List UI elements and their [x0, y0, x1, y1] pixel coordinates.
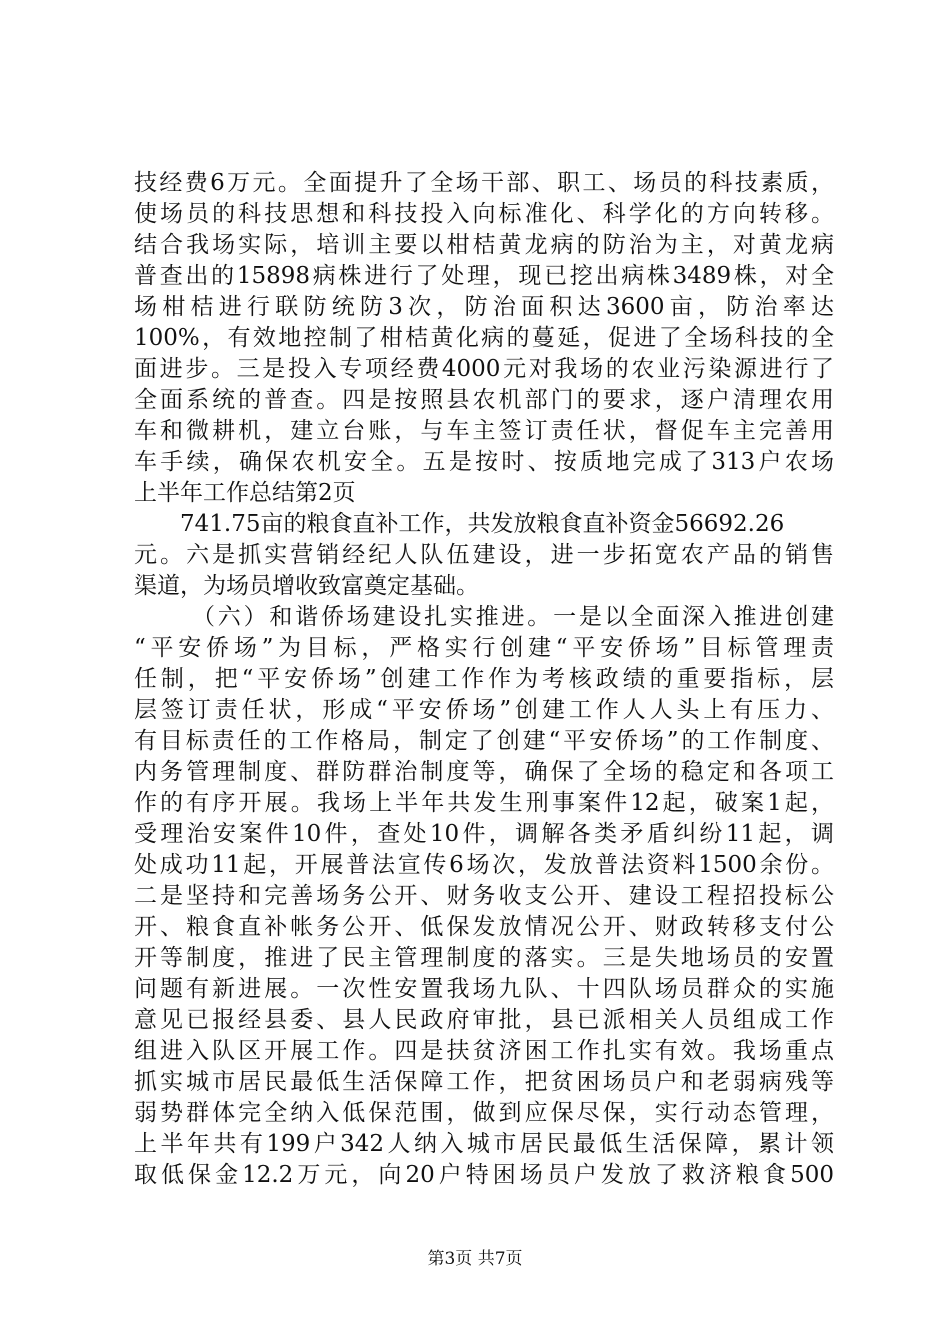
text-line: 组进入队区开展工作。四是扶贫济困工作扎实有效。我场重点	[134, 1038, 834, 1064]
text-line: 弱势群体完全纳入低保范围，做到应保尽保，实行动态管理，	[134, 1100, 834, 1126]
text-line: 处成功11起，开展普法宣传6场次，发放普法资料1500余份。	[134, 852, 834, 878]
text-line: 抓实城市居民最低生活保障工作，把贫困场员户和老弱病残等	[134, 1069, 834, 1095]
page-number-label: 第3页 共7页	[427, 1249, 523, 1269]
text-line: 上半年工作总结第2页	[134, 480, 356, 506]
section-heading-line: （六）和谐侨场建设扎实推进。一是以全面深入推进创建	[192, 604, 834, 630]
text-line: 二是坚持和完善场务公开、财务收支公开、建设工程招投标公	[134, 883, 834, 909]
text-line: 技经费6万元。全面提升了全场干部、职工、场员的科技素质，	[134, 170, 834, 196]
text-line: 结合我场实际，培训主要以柑桔黄龙病的防治为主，对黄龙病	[134, 232, 834, 258]
text-line: 741.75亩的粮食直补工作，共发放粮食直补资金56692.26	[180, 511, 785, 537]
text-line: 全面系统的普查。四是按照县农机部门的要求，逐户清理农用	[134, 387, 834, 413]
text-line: 取低保金12.2万元，向20户特困场员户发放了救济粮食500	[134, 1162, 834, 1188]
text-line: 有目标责任的工作格局，制定了创建“平安侨场”的工作制度、	[134, 728, 834, 754]
text-line: 作的有序开展。我场上半年共发生刑事案件12起，破案1起，	[134, 790, 834, 816]
document-body	[134, 168, 834, 1191]
text-line: 开等制度，推进了民主管理制度的落实。三是失地场员的安置	[134, 945, 834, 971]
text-line: 场柑桔进行联防统防3次，防治面积达3600亩，防治率达	[134, 294, 834, 320]
text-line: 车手续，确保农机安全。五是按时、按质地完成了313户农场	[134, 449, 834, 475]
text-line: 意见已报经县委、县人民政府审批，县已派相关人员组成工作	[134, 1007, 834, 1033]
text-line: 受理治安案件10件，查处10件，调解各类矛盾纠纷11起，调	[134, 821, 834, 847]
text-line: 层签订责任状，形成“平安侨场”创建工作人人头上有压力、	[134, 697, 834, 723]
text-line: 上半年共有199户342人纳入城市居民最低生活保障，累计领	[134, 1131, 834, 1157]
text-line: 100%，有效地控制了柑桔黄化病的蔓延，促进了全场科技的全	[134, 325, 834, 351]
text-line: 元。六是抓实营销经纪人队伍建设，进一步拓宽农产品的销售	[134, 542, 834, 568]
text-line: 面进步。三是投入专项经费4000元对我场的农业污染源进行了	[134, 356, 834, 382]
text-line: “平安侨场”为目标，严格实行创建“平安侨场”目标管理责	[134, 635, 834, 661]
text-line: 普查出的15898病株进行了处理，现已挖出病株3489株，对全	[134, 263, 834, 289]
text-line: 车和微耕机，建立台账，与车主签订责任状，督促车主完善用	[134, 418, 834, 444]
text-line: 开、粮食直补帐务公开、低保发放情况公开、财政转移支付公	[134, 914, 834, 940]
text-line: 使场员的科技思想和科技投入向标准化、科学化的方向转移。	[134, 201, 834, 227]
text-line: 内务管理制度、群防群治制度等，确保了全场的稳定和各项工	[134, 759, 834, 785]
text-line: 问题有新进展。一次性安置我场九队、十四队场员群众的实施	[134, 976, 834, 1002]
page-footer	[0, 1244, 950, 1269]
text-line: 渠道，为场员增收致富奠定基础。	[134, 573, 479, 599]
text-line: 任制，把“平安侨场”创建工作作为考核政绩的重要指标，层	[134, 666, 834, 692]
